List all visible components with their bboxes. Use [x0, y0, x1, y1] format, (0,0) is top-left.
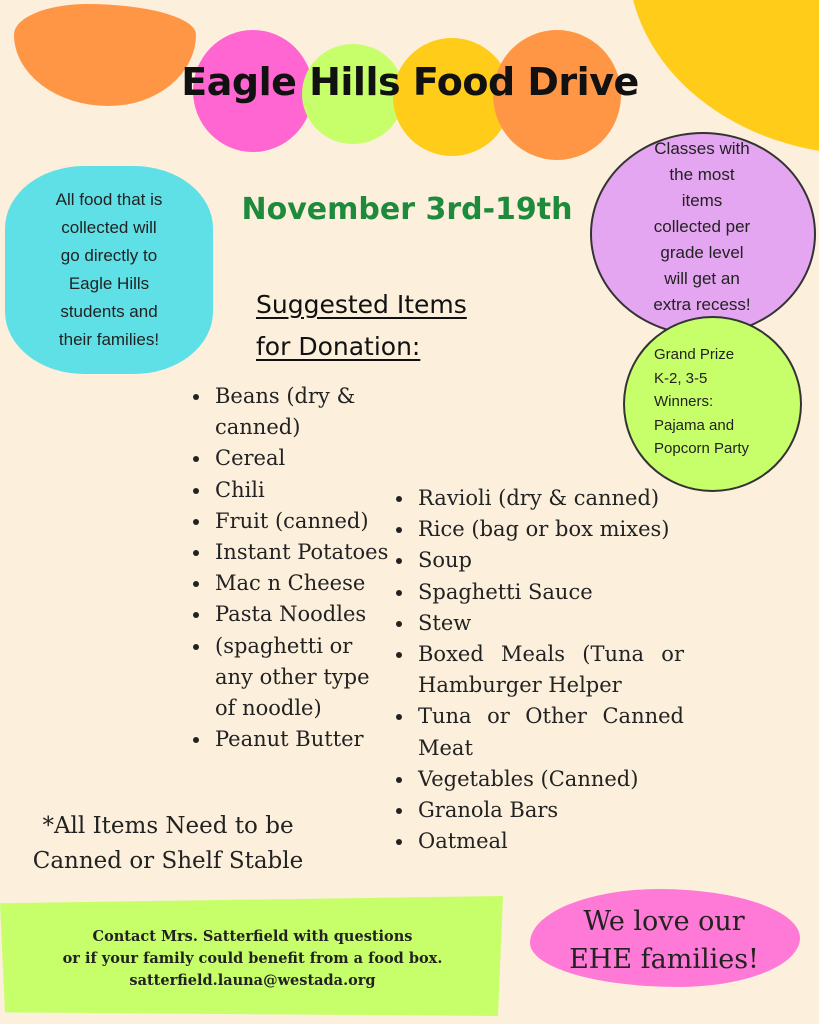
donation-list-left — [191, 381, 391, 755]
date-range: November 3rd-19th — [241, 192, 573, 227]
list-item: Vegetables (Canned) — [394, 764, 684, 795]
list-item: Boxed Meals (Tuna or Hamburger Helper — [394, 639, 684, 701]
info-text: All food that is collected will go directly to Eagle Hills students and their families! — [55, 190, 163, 349]
list-item: Pasta Noodles — [191, 599, 391, 630]
list-item: Chili — [191, 475, 391, 506]
list-item: Spaghetti Sauce — [394, 577, 684, 608]
list-item: Stew — [394, 608, 684, 639]
list-item: Tuna or Other Canned Meat — [394, 701, 684, 763]
list-item: (spaghetti or any other type of noodle) — [191, 631, 391, 725]
list-item: Soup — [394, 545, 684, 576]
page-title: Eagle Hills Food Drive — [181, 60, 639, 104]
love-note: We love our EHE families! — [569, 906, 759, 975]
list-item: Mac n Cheese — [191, 568, 391, 599]
list-item: Fruit (canned) — [191, 506, 391, 537]
recess-note: Classes with the most items collected per grade level will get an extra recess! — [653, 139, 751, 314]
list-item: Peanut Butter — [191, 724, 391, 755]
list-item: Beans (dry & canned) — [191, 381, 391, 443]
suggested-items-heading: Suggested Items for Donation: — [256, 290, 467, 361]
list-item: Instant Potatoes — [191, 537, 391, 568]
donation-list-right — [394, 483, 684, 857]
list-item: Cereal — [191, 443, 391, 474]
contact-email[interactable]: satterfield.launa@westada.org — [129, 972, 376, 989]
requirement-note: *All Items Need to be Canned or Shelf Stable — [32, 813, 304, 874]
list-item: Ravioli (dry & canned) — [394, 483, 684, 514]
list-item: Granola Bars — [394, 795, 684, 826]
list-item: Oatmeal — [394, 826, 684, 857]
grand-prize-text: Grand Prize K-2, 3-5 Winners: Pajama and Popcorn Party — [654, 346, 750, 457]
contact-text: Contact Mrs. Satterfield with questions or if your family could benefit from a food box. satterfield.launa@westada.org — [30, 926, 475, 992]
list-item: Rice (bag or box mixes) — [394, 514, 684, 545]
